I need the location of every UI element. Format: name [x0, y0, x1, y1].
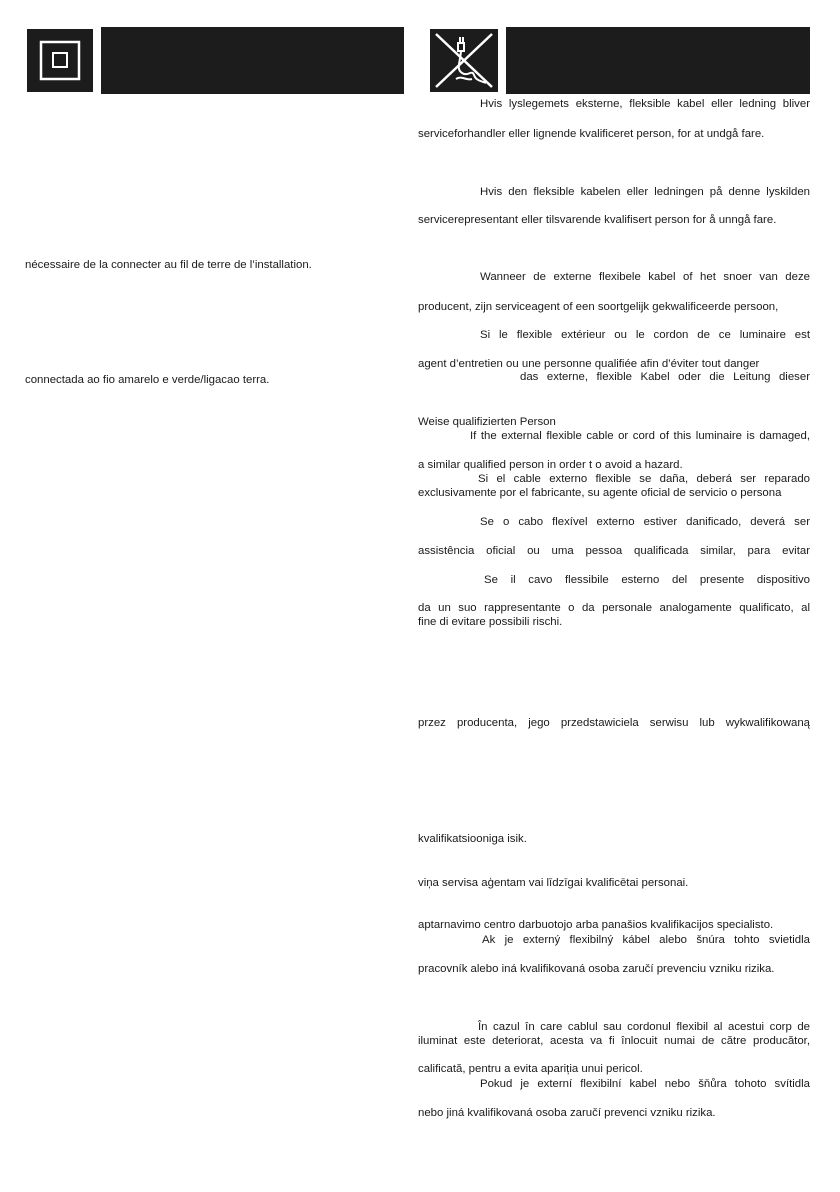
right-text-line: da un suo rappresentante o da personale analogamente qualificato, al [418, 602, 810, 614]
right-text-line: pracovník alebo iná kvalifikovaná osoba zaručí prevenciu vzniku rizika. [418, 963, 775, 975]
right-text-line: aptarnavimo centro darbuotojo arba panašios kvalifikacijos specialisto. [418, 919, 774, 931]
right-text-line: În cazul în care cablul sau cordonul flexibil al acestui corp de [478, 1021, 810, 1033]
right-text-line: kvalifikatsiooniga isik. [418, 833, 527, 845]
right-text-line: agent d’entretien ou une personne qualifiée afin d’éviter tout danger [418, 358, 760, 370]
right-text-line: Si el cable externo flexible se daña, deberá ser reparado [478, 473, 810, 485]
right-text-line: servicerepresentant eller tilsvarende kvalifisert person for å unngå fare. [418, 214, 777, 226]
no-cord-replacement-icon [430, 29, 498, 92]
left-text-line: connectada ao fio amarelo e verde/ligacao terra. [25, 374, 270, 386]
right-text-line: das externe, flexible Kabel oder die Leitung dieser [520, 371, 810, 383]
right-header-banner [506, 27, 810, 94]
right-text-line: Hvis den fleksible kabelen eller ledningen på denne lyskilden [480, 186, 810, 198]
right-text-line: assistência oficial ou uma pessoa qualificada similar, para evitar [418, 545, 810, 557]
right-text-line: exclusivamente por el fabricante, su agente oficial de servicio o persona [418, 487, 782, 499]
right-text-line: calificată, pentru a evita apariția unui pericol. [418, 1063, 643, 1075]
class-ii-icon-box [25, 27, 95, 94]
right-text-line: Se o cabo flexível externo estiver danificado, deverá ser [480, 516, 810, 528]
right-text-line: fine di evitare possibili rischi. [418, 616, 563, 628]
right-text-line: nebo jiná kvalifikovaná osoba zaručí prevenci vzniku rizika. [418, 1107, 716, 1119]
right-text-line: Weise qualifizierten Person [418, 416, 556, 428]
right-text-line: a similar qualified person in order t o avoid a hazard. [418, 459, 683, 471]
double-insulation-icon [27, 29, 93, 92]
right-text-line: przez producenta, jego przedstawiciela serwisu lub wykwalifikowaną [418, 717, 810, 729]
left-text-line: nécessaire de la connecter au fil de terre de l’installation. [25, 259, 312, 271]
crossed-plug-icon-box [428, 27, 500, 94]
right-text-line: If the external flexible cable or cord of this luminaire is damaged, [470, 430, 810, 442]
right-text-line: Pokud je externí flexibilní kabel nebo šňůra tohoto svítidla [480, 1078, 810, 1090]
right-text-line: Ak je externý flexibilný kábel alebo šnúra tohto svietidla [482, 934, 810, 946]
right-text-line: viņa servisa aģentam vai līdzīgai kvalificētai personai. [418, 877, 689, 889]
right-text-line: Wanneer de externe flexibele kabel of het snoer van deze [480, 271, 810, 283]
right-text-line: Si le flexible extérieur ou le cordon de ce luminaire est [480, 329, 810, 341]
right-text-line: iluminat este deteriorat, acesta va fi înlocuit numai de către producător, [418, 1035, 810, 1047]
right-text-line: serviceforhandler eller lignende kvalificeret person, for at undgå fare. [418, 128, 765, 140]
left-header-banner [101, 27, 404, 94]
cropped-footer-text [0, 1186, 840, 1192]
right-text-line: Hvis lyslegemets eksterne, fleksible kabel eller ledning bliver [480, 98, 810, 110]
right-text-line: producent, zijn serviceagent of een soortgelijk gekwalificeerde persoon, [418, 301, 779, 313]
right-text-line: Se il cavo flessibile esterno del presente dispositivo [484, 574, 810, 586]
